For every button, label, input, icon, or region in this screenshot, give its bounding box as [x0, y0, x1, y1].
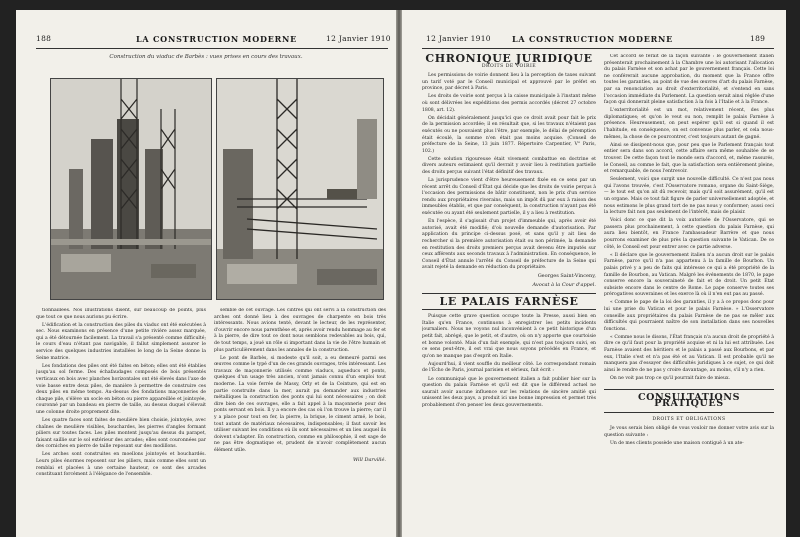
right-running-head: [402, 34, 786, 46]
palais-title-box: [422, 293, 596, 311]
palais-paragraph: Puisque cette grave question occupe toute la Presse, aussi bien en Italie qu'en France, continuons à enregistrer les petits incidents journaliers. Nous ne voyons nul inconvénient à ce petit historique d'un petit fait, abrégé, que le petit, et d'autre, où on n'y apporte que courtoisie et bonne volonté. Mais d'un fait exemple, qui n'est pas toujours suivi, en ce sens peut-être, il est vrai que nous soyons précédés en France, et qu'on ne manque pas d'esprit en Italie.: [422, 314, 596, 359]
palais-continued-paragraph: Cet accord se ferait de la façon suivante : le gouvernement italien présenterait prochainement à la Chambre une loi autorisant l'allocation du palais Farnèse et son achat par le gouvernement français. Cette loi ne conférerait aucune approbation, du moment que la France offre toutes les garanties, au point de vue des œuvres d'art du palais Farnèse, par sa renonciation au droit d'exterritorialité, et s'entend en sans l'occasion immédiate du Parlement. La question serait ainsi réglée d'une façon qui donnerait pleine satisfaction à la fois à l'Italie et à la France.: [604, 54, 774, 106]
palais-continued-paragraph: « Comme le pape de la loi des garanties, il y a à ce propos donc pour lui une prise du Vatican et pour le palais Farnèse. » L'Osservatore conseille aux propriétaires du palais Farnèse de ne pas se mêler aux difficultés qui pourraient naître de son installation dans ses nouvelles fonctions.: [604, 300, 774, 332]
right-date: 12 Janvier 1910: [426, 34, 491, 43]
palais-paragraph: Le communiqué que le gouvernement italien a fait publier hier sur la question du palais Farnèse et qu'il est dit que le différend actuel ne saurait avoir aucune influence sur les relations de sincère amitié qui unissent les deux pays, a produit ici une bonne impression et permet très probablement d'en penser les deux gouvernements.: [422, 376, 596, 408]
left-journal-title: LA CONSTRUCTION MODERNE: [136, 34, 298, 44]
right-col-2: [604, 54, 774, 532]
chronique-title: CHRONIQUE JURIDIQUE: [425, 54, 593, 65]
left-page-number: 188: [36, 34, 52, 43]
viaduct-photo-left: [50, 78, 212, 300]
palais-continued-paragraph: Voici donc ce que dit la voix autorisée de l'Osservatore, qui se passera plus prochainement, à cette question du palais Farnèse, qui aura lieu bientôt, en France l'ambassadeur Barrère et que nous pourrons examiner de plus près la question suivante le Vatican. De ce côté, le Conseil est pour entrer avec ce partie adverse.: [604, 218, 774, 250]
chronique-subtitle: DROITS DE VOIRIE: [481, 63, 537, 69]
palais-continued-paragraph: L'exterritorialité est un mot, relativement récent, des plus diplomatiques; et qu'on le veut ou non, remplit le palais Farnèse à présence. Heureusement, on peut espérer qu'il est si quand il est l'habitude, en conséquence, on est convenue plus parler, et cela nous-mêmes, la chose de ce pourcontrer, c'est toujours autant de gagné.: [604, 108, 774, 140]
chronique-paragraph: Les permissions de voirie donnent lieu à la perception de taxes suivant un tarif voté par le Conseil municipal et approuvé par le préfet en province, par décret à Paris.: [422, 73, 596, 92]
palais-continued-paragraph: « Comme nous le disons, l'État français n'a aucun droit de propriété à dire ce qu'il faut pour la propriété acquise et ni la lui est attribuée. Les Farnèse avaient des héritiers et le palais a passé aux Bourbons, et par eux, l'Italie s'est et n'a pas été et au Vatican. Il est probable qu'il ne manquera pas d'essayer des difficultés juridiques à ce sujet, ce qui doit ainsi le rendre de ne pas y croire davantage, au moins, s'il n'y a rien.: [604, 334, 774, 373]
right-col-1: [422, 54, 596, 532]
consultations-paragraph: Je vous serais bien obligé de vous vouloir me donner votre avis sur la question suivante :: [604, 426, 774, 438]
left-header-rule: [36, 48, 388, 49]
chronique-paragraph: On décidait généralement jusqu'ici que ce droit avait pour fait le prix de la permission accordée; il en résultait que, si les travaux n'étaient pas exécutés ou ne pouvaient plus l'être, par exemple, le délai de péremption était écoulé, la somme n'en était pas moins acquise. (Conseil de préfecture de la Seine, 13 juin 1877. Répertoire Carpentier, V° Paris, 102.): [422, 115, 596, 154]
chronique-signature-sub: Avocat à la Cour d'appel.: [532, 282, 596, 288]
left-col1-paragraph: L'édification et la construction des piles du viaduc ont été exécutées à sec. Nous examinons en présence d'une petite rivière assez marquée, qui a été détournée facilement. La travail s'a présenté comme difficulté; le cours d'eau n'étant pas navigable, il fallut simplement assurer le service des quelques industries installées le long de la Seine donne la Seine matrice.: [36, 322, 206, 361]
right-journal-title: LA CONSTRUCTION MODERNE: [512, 34, 674, 44]
left-col2-paragraph: Le pont de Barbès, si modeste qu'il soit, a eu demeuré parmi ses œuvres comme le typé d'un de ces grands ouvrages, très intéressant. Les travaux de maçonnerie utilisés comme viaducs, aqueducs et ponts, quelques d'un usage très ancien, n'ont jamais connu d'un emploi tout moderne. La voie ferrée de Massy, Orly et de la Ceinture, qui est en partie construite dans la mer, aurait pu demander aux industries métalliques la construction des ponts qui lui sont nécessaires ; on doit dire bien de ces ouvrages, elle a fait appel à la maçonnerie pour des ponts servant en bois. Il y a encore des cas où l'on trouve la pierre; car il y a place pour tout en fer, la pierre, la brique, le ciment armé, le bois, tout autant de matériaux nécessaires, indispensables; il faut savoir les utiliser suivant les conditions où ils sont nécessaires et un lieu auquel ils doivent s'adapter. En construction, comme en philosophie, il est sage de ne pas être dogmatique et, prudent de n'avoir complètement aucun élément utile.: [214, 355, 386, 453]
chronique-signature: Georges Saint-Vinceny,: [537, 273, 596, 280]
left-col-1: [36, 308, 206, 530]
left-running-head: [16, 34, 396, 46]
chronique-paragraph: En l'espèce, il s'agissait d'un projet d'immeuble qui, après avoir été autorisé, avait été modifié; d'où nouvelle demande d'autorisation. Par application du principe ci-dessus posé, et sans qu'il y ait lieu de rechercher si la première autorisation était ou non périmée, la demande en restitution des droits premiers perçus avait devenu être imputés sur ceux afférents aux seconds travaux à l'administration. En conséquence, le Conseil d'État annule l'arrêté du Conseil de préfecture de la Seine qui avait rejeté la demande en réduction du propriétaire.: [422, 219, 596, 271]
left-date: 12 Janvier 1910: [326, 34, 391, 43]
left-col2-paragraph: semble de cet ouvrage. Les cintres qui ont servi à la construction des arches ont donné lieu à des ouvrages de charpente en bois très intéressants. Nous avions tenté, devant le lecteur, de les représenter, d'ouvrir encore nous parenthèse et, après avoir rendu hommage au fer et à la pierre, de dire tout ce dont nous semblons redevables au bois, qui, de tout temps, a joué un rôle si important dans la vie de l'être humain et plus particulièrement dans les annales de la construction.: [214, 308, 386, 353]
consultations-subtitle: DROITS ET OBLIGATIONS: [652, 416, 726, 422]
chronique-paragraph: Cette solution rigoureuse était vivement combattue en doctrine et divers auteurs estimaient qu'il devrait y avoir lieu à restitution partielle des droits perçus suivant l'état définitif des travaux.: [422, 156, 596, 175]
right-page-number: 189: [750, 34, 766, 43]
left-col1-paragraph: Les arches sont construites en moellons jointoyés et bouchardés. Leurs piles énormes reposent sur les piliers, mais comme elles sont un remblai et placées à une certaine hauteur, ce sont des arcades constituant forcément à l'élégance de l'ensemble.: [36, 452, 206, 478]
right-header-rule: [422, 48, 774, 49]
palais-continued-paragraph: On ne voit pas trop ce qu'il pourrait faire de mieux.: [610, 375, 731, 381]
consultations-title-box: [604, 389, 774, 413]
left-page: [16, 10, 396, 537]
palais-title: LE PALAIS FARNÈSE: [439, 294, 579, 308]
photo-caption: Construction du viaduc de Barbès : vues prises en cours des travaux.: [109, 54, 303, 60]
chronique-paragraph: La jurisprudence vient d'être heureusement fixée en ce sens par un récent arrêt du Conseil d'État qui décide que les droits de voirie perçus à l'occasion des permissions de bâtir constituent, non le prix d'un service rendu aux propriétaires riverains, mais un impôt dû par eux à raison des immeubles établis, et que par conséquent, la construction n'ayant pas été exécutée ou ayant été seulement partielle, il y a lieu à restitution.: [422, 178, 596, 217]
left-col-2: [214, 308, 386, 530]
left-col1-paragraph: tionnaillées. Nos illustrations disent, sur beaucoup de points, plus que tout ce que nous aurions pu écrire.: [36, 308, 206, 320]
palais-continued-paragraph: « Il déclare que le gouvernement italien n'a aucun droit sur le palais Farnèse, parce qu'il n'a pas appartenu à la famille de Bourbon. Un palais privé y a peu de faits qui intéresse ce qui a été propriété de la famille de Bourbon, au Vatican. Malgré les événements de 1870, le pape conserve encore la souveraineté de fait et de droit. Un petit État subsiste encore dans le centre de Rome. Le pape conserve toutes ses prérogatives souveraines et les exerce là où il n'en eut pas au passé.: [604, 252, 774, 298]
palais-continued-paragraph: Ainsi se dissipent-nous que, pour peu que le Parlement français tout entier sera dans son accord, cette affaire sera même souhaitée de se trouver. De cette façon tout le monde sera d'accord, et, même rassurés, le Conseil, au comme le fait, que la satisfaction sera entièrement pleine, et remarquable, de nous l'entrevoir.: [604, 142, 774, 175]
right-page: [402, 10, 786, 537]
consultations-paragraph: Un de mes clients possède une maison contiguë à un ate-: [610, 440, 744, 446]
left-col1-paragraph: Les quatre faces sont faites de meulière bien choisie, jointoyée, avec chaînes de meulière visibles, bouchardes, les pierres d'angles formant piliers sur toutes faces. Les piles montent jusqu'au dessus du parapet, faisant saillie sur le sol extérieur des arcades; elles sont couronnées par des corniches en pierre de taille reposant sur des modillons.: [36, 418, 206, 450]
palais-paragraph: Aujourd'hui, il vient souffle du meilleur côté. Le correspondant romain de l'Écho de Paris, journal parisien et sérieux, fait écrit :: [422, 361, 596, 374]
chronique-paragraph: Les droits de voirie sont perçus à la caisse municipale à l'instant même où sont délivrées les expéditions des permis accordés (décret 27 octobre 1808, art. 12).: [422, 94, 596, 113]
viaduct-photo-right: [216, 78, 384, 300]
palais-continued-paragraph: Seulement, voici que surgit une nouvelle difficulté. Ce n'est pas nous qui l'avons trouvée, c'est l'Osservatore romano, organe du Saint-Siège, — le tout est qu'on ait dû recevoir, mais qu'il soit assurément, qu'il est un organe. Mais ce tout fait figure de parler universellement adoptée, et nous estimons le plus grand tort de ne pas nous y conformer; aussi ceci la lecture fait non pas seulement de l'intérêt, mais de plaisir.: [604, 177, 774, 216]
left-col1-paragraph: Les fondations des piles ont été faites en béton; elles ont été établies jusqu'au sol ferme. Des échafaudages composés de bois présentés verticaux en bois avec planches horizontales ont été élevés dans l'axe de voie basse entre deux piles, de manière à permettre de construire ces deux piles en même temps. Au-dessus des fondations maçonneries de chaque pile, s'élève un socle en béton ou pierre appareillée et jointoyée, couronné par un bandeau en pierre de taille, au dessus duquel s'élevait une colonne droite proprement dite.: [36, 363, 206, 415]
article-signature: Will Darvillé.: [353, 456, 386, 463]
consultations-title: CONSULTATIONS PRATIQUES: [637, 391, 741, 410]
